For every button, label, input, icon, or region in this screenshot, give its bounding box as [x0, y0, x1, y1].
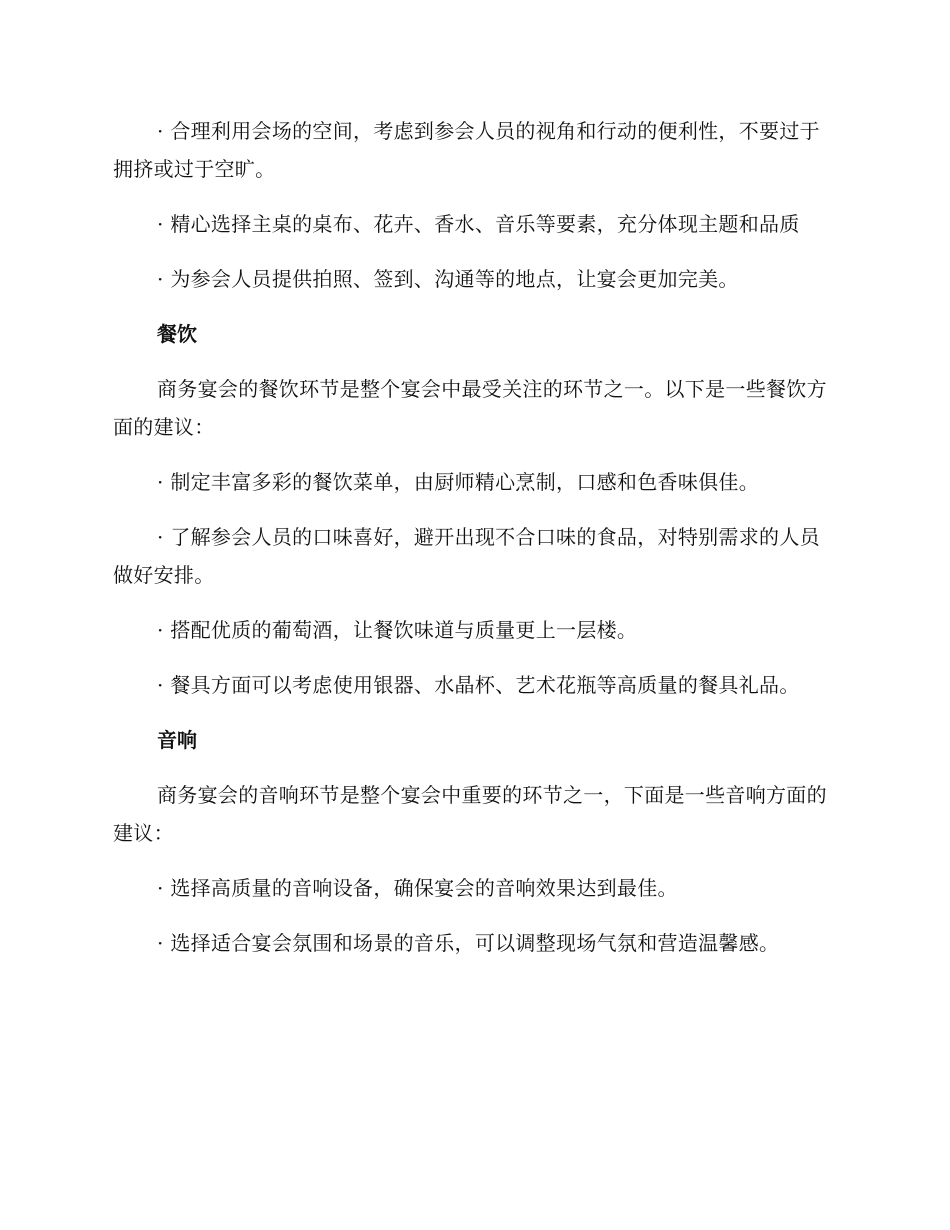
bullet-photo-signin-area: · 为参会人员提供拍照、签到、沟通等的地点，让宴会更加完美。 — [157, 267, 739, 291]
bullet-audio-equipment: · 选择高质量的音响设备，确保宴会的音响效果达到最佳。 — [157, 876, 678, 900]
audio-intro-paragraph: 商务宴会的音响环节是整个宴会中重要的环节之一，下面是一些音响方面的建议： — [113, 783, 827, 845]
section-heading-catering: 餐饮 — [157, 322, 197, 346]
bullet-music-selection: · 选择适合宴会氛围和场景的音乐，可以调整现场气氛和营造温馨感。 — [157, 931, 780, 955]
bullet-tableware: · 餐具方面可以考虑使用银器、水晶杯、艺术花瓶等高质量的餐具礼品。 — [157, 673, 800, 697]
catering-intro-paragraph: 商务宴会的餐饮环节是整个宴会中最受关注的环节之一。以下是一些餐饮方面的建议： — [113, 377, 827, 439]
section-heading-audio: 音响 — [157, 728, 197, 752]
bullet-wine: · 搭配优质的葡萄酒，让餐饮味道与质量更上一层楼。 — [157, 618, 638, 642]
bullet-venue-space: · 合理利用会场的空间，考虑到参会人员的视角和行动的便利性，不要过于拥挤或过于空旷。 — [113, 119, 820, 181]
bullet-menu: · 制定丰富多彩的餐饮菜单，由厨师精心烹制，口感和色香味俱佳。 — [157, 470, 760, 494]
bullet-taste-preferences: · 了解参会人员的口味喜好，避开出现不合口味的食品，对特别需求的人员做好安排。 — [113, 525, 820, 587]
bullet-main-table-decor: · 精心选择主桌的桌布、花卉、香水、音乐等要素，充分体现主题和品质 — [157, 212, 800, 236]
document-body — [113, 112, 833, 979]
